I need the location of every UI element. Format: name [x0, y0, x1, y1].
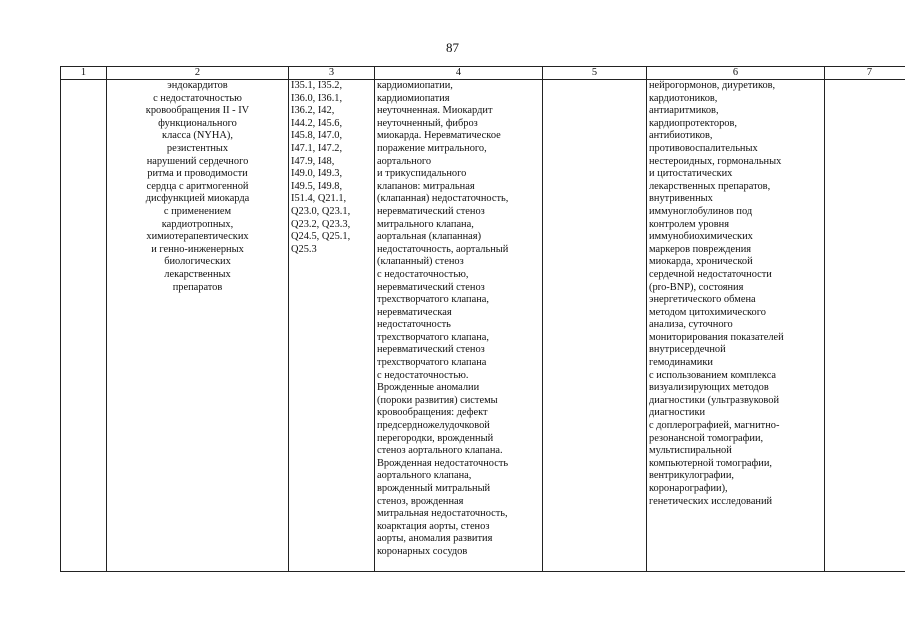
text-line: Q25.3: [291, 243, 317, 255]
text-line: антиаритмиков,: [649, 105, 719, 117]
text-line: Врожденные аномалии: [377, 382, 480, 394]
text-line: предсердножелудочковой: [377, 420, 490, 432]
text-line: внутрисердечной: [649, 344, 726, 356]
text-line: трехстворчатого клапана: [377, 357, 487, 369]
text-line: неуточненная. Миокардит: [377, 105, 493, 117]
text-line: энергетического обмена: [649, 294, 756, 306]
care-type-text: [109, 80, 286, 294]
column-number-2: 2: [107, 67, 289, 80]
text-line: неревматический стеноз: [377, 205, 485, 217]
text-line: аортальная (клапанная): [377, 231, 482, 243]
text-line: стеноз, врожденная: [377, 495, 464, 507]
treatment-method-text: [649, 80, 822, 508]
text-line: аортального: [377, 155, 432, 167]
text-line: I49.0, I49.3,: [291, 168, 343, 180]
text-line: I47.1, I47.2,: [291, 142, 343, 154]
text-line: трехстворчатого клапана,: [377, 331, 489, 343]
text-line: миокарда, хронической: [649, 256, 753, 268]
table-row: [61, 80, 905, 572]
text-line: Q23.2, Q23.3,: [291, 218, 351, 230]
text-line: химиотерапевтических: [146, 231, 249, 243]
text-line: иммуноглобулинов под: [649, 205, 753, 217]
text-line: с использованием комплекса: [649, 369, 777, 381]
text-line: митрального клапана,: [377, 218, 474, 230]
text-line: ритма и проводимости: [147, 168, 248, 180]
text-line: неревматический стеноз: [377, 281, 485, 293]
text-line: коронарных сосудов: [377, 545, 468, 557]
text-line: (клапанный) стеноз: [377, 256, 464, 268]
icd-codes-text: [291, 80, 372, 256]
text-line: I49.5, I49.8,: [291, 180, 343, 192]
text-line: с недостаточностью,: [377, 268, 469, 280]
text-line: нарушений сердечного: [146, 155, 249, 167]
text-line: (pro-BNP), состояния: [649, 281, 744, 293]
text-line: недостаточность: [377, 319, 451, 331]
text-line: гемодинамики: [649, 357, 713, 369]
text-line: мониторирования показателей: [649, 331, 784, 343]
cell-diagnosis: [375, 80, 543, 572]
text-line: мультиспиральной: [649, 445, 732, 457]
text-line: кровообращения II - IV: [145, 105, 250, 117]
text-line: аорты, аномалия развития: [377, 533, 493, 545]
text-line: I47.9, I48,: [291, 155, 335, 167]
text-line: кардиомиопатии,: [377, 80, 453, 91]
text-line: Q24.5, Q25.1,: [291, 231, 351, 243]
text-line: I45.8, I47.0,: [291, 130, 343, 142]
text-line: методом цитохимического: [649, 306, 766, 318]
text-line: биологических: [164, 256, 231, 268]
text-line: лекарственных: [164, 268, 231, 280]
text-line: Q23.0, Q23.1,: [291, 205, 351, 217]
text-line: лекарственных препаратов,: [649, 180, 771, 192]
column-number-3: 3: [289, 67, 375, 80]
cell-care-type: [107, 80, 289, 572]
text-line: генетических исследований: [649, 495, 773, 507]
text-line: миокарда. Неревматическое: [377, 130, 501, 142]
text-line: препаратов: [172, 281, 223, 293]
text-line: (клапанная) недостаточность,: [377, 193, 509, 205]
text-line: и цитостатических: [649, 168, 733, 180]
text-line: поражение митрального,: [377, 142, 487, 154]
cell-icd-codes: [289, 80, 375, 572]
text-line: Врожденная недостаточность: [377, 457, 509, 469]
text-line: коарктация аорты, стеноз: [377, 520, 490, 532]
text-line: I36.0, I36.1,: [291, 92, 343, 104]
medical-care-table: [60, 66, 905, 572]
column-number-4: 4: [375, 67, 543, 80]
text-line: визуализирующих методов: [649, 382, 769, 394]
text-line: вентрикулографии,: [649, 470, 734, 482]
text-line: неревматическая: [377, 306, 452, 318]
text-line: противовоспалительных: [649, 142, 758, 154]
text-line: трехстворчатого клапана,: [377, 294, 489, 306]
text-line: стеноз аортального клапана.: [377, 445, 503, 457]
text-line: (пороки развития) системы: [377, 394, 498, 406]
text-line: сердца с аритмогенной: [146, 180, 249, 192]
text-line: резонансной томографии,: [649, 432, 764, 444]
text-line: неуточненный, фиброз: [377, 117, 478, 129]
text-line: перегородки, врожденный: [377, 432, 494, 444]
text-line: анализа, суточного: [649, 319, 733, 331]
cell-column-7: [825, 80, 905, 572]
text-line: и трикуспидального: [377, 168, 467, 180]
text-line: и генно-инженерных: [151, 243, 244, 255]
text-line: кардиотоников,: [649, 92, 718, 104]
column-number-6: 6: [647, 67, 825, 80]
text-line: кровообращения: дефект: [377, 407, 488, 419]
page-number: 87: [446, 40, 459, 55]
text-line: нестероидных, гормональных: [649, 155, 782, 167]
text-line: коронарографии),: [649, 483, 728, 494]
text-line: аортального клапана,: [377, 470, 472, 482]
text-line: компьютерной томографии,: [649, 457, 772, 469]
cell-number: [61, 80, 107, 572]
text-line: диагностики: [649, 407, 706, 419]
cell-treatment-method: [647, 80, 825, 572]
text-line: кардиотропных,: [161, 218, 234, 230]
diagnosis-text: [377, 80, 540, 559]
text-line: недостаточность, аортальный: [377, 243, 509, 255]
text-line: с недостаточностью: [153, 92, 242, 104]
text-line: контролем уровня: [649, 218, 729, 230]
text-line: митральная недостаточность,: [377, 508, 508, 520]
text-line: класса (NYHA),: [162, 130, 233, 142]
text-line: I36.2, I42,: [291, 105, 335, 117]
column-number-7: 7: [825, 67, 905, 80]
text-line: маркеров повреждения: [649, 243, 752, 255]
text-line: эндокардитов: [167, 80, 228, 91]
text-line: врожденный митральный: [377, 483, 491, 494]
text-line: с недостаточностью.: [377, 369, 469, 381]
cell-column-5: [543, 80, 647, 572]
text-line: нейрогормонов, диуретиков,: [649, 80, 776, 91]
text-line: с применением: [163, 205, 232, 217]
text-line: сердечной недостаточности: [649, 268, 772, 280]
column-number-5: 5: [543, 67, 647, 80]
text-line: диагностики (ультразвуковой: [649, 394, 780, 406]
text-line: I44.2, I45.6,: [291, 117, 343, 129]
text-line: внутривенных: [649, 193, 713, 205]
text-line: с доплерографией, магнитно-: [649, 420, 780, 432]
text-line: иммунобиохимических: [649, 231, 753, 243]
text-line: клапанов: митральная: [377, 180, 475, 192]
text-line: I35.1, I35.2,: [291, 80, 343, 91]
column-number-row: [61, 67, 905, 80]
text-line: антибиотиков,: [649, 130, 713, 142]
text-line: функционального: [158, 117, 237, 129]
column-number-1: 1: [61, 67, 107, 80]
text-line: дисфункцией миокарда: [145, 193, 250, 205]
text-line: I51.4, Q21.1,: [291, 193, 347, 205]
text-line: кардиомиопатия: [377, 92, 450, 104]
text-line: кардиопротекторов,: [649, 117, 737, 129]
text-line: резистентных: [166, 142, 229, 154]
text-line: неревматический стеноз: [377, 344, 485, 356]
